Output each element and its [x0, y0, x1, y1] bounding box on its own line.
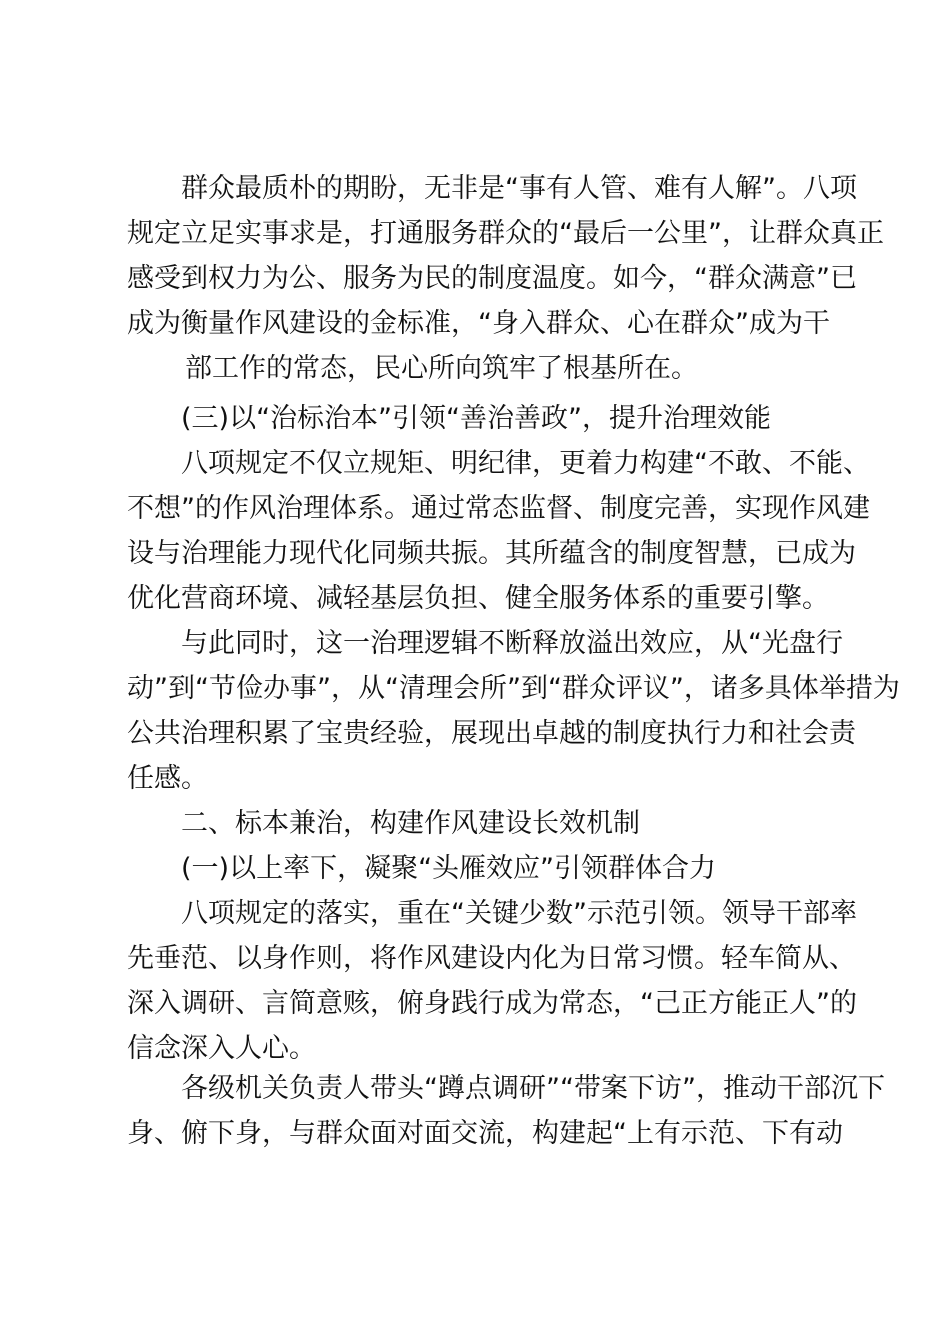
text-line: 任感。 [127, 763, 208, 794]
paragraph-5 [127, 1066, 885, 1156]
text-line: 感受到权力为公、服务为民的制度温度。如今，“群众满意”已 [127, 263, 857, 294]
text-line: 与此同时，这一治理逻辑不断释放溢出效应，从“光盘行 [181, 628, 843, 659]
heading-text: 二、标本兼治，构建作风建设长效机制 [181, 808, 640, 839]
text-line: 成为衡量作风建设的金标准，“身入群众、心在群众”成为干 [127, 308, 830, 339]
text-line: 身、俯下身，与群众面对面交流，构建起“上有示范、下有动 [127, 1118, 843, 1149]
text-line: 优化营商环境、减轻基层负担、健全服务体系的重要引擎。 [127, 583, 829, 614]
text-line: 规定立足实事求是，打通服务群众的“最后一公里”，让群众真正 [127, 218, 884, 249]
text-line: 不想”的作风治理体系。通过常态监督、制度完善，实现作风建 [127, 493, 870, 524]
paragraph-3 [127, 621, 900, 801]
text-line: 动”到“节俭办事”，从“清理会所”到“群众评议”，诸多具体举措为 [127, 673, 900, 704]
paragraph-2 [127, 441, 870, 621]
text-line: 群众最质朴的期盼，无非是“事有人管、难有人解”。八项 [181, 173, 857, 204]
paragraph-1 [127, 166, 884, 391]
heading-text: (一)以上率下，凝聚“头雁效应”引领群体合力 [181, 853, 717, 884]
text-line: 部工作的常态，民心所向筑牢了根基所在。 [185, 353, 698, 384]
text-line: 八项规定不仅立规矩、明纪律，更着力构建“不敢、不能、 [181, 448, 870, 479]
text-line: 深入调研、言简意赅，俯身践行成为常态，“己正方能正人”的 [127, 988, 857, 1019]
text-line: 先垂范、以身作则，将作风建设内化为日常习惯。轻车简从、 [127, 943, 856, 974]
heading-text: (三)以“治标治本”引领“善治善政”，提升治理效能 [181, 403, 772, 434]
text-line: 设与治理能力现代化同频共振。其所蕴含的制度智慧，已成为 [127, 538, 856, 569]
section-heading-3 [127, 396, 847, 441]
text-line: 公共治理积累了宝贵经验，展现出卓越的制度执行力和社会责 [127, 718, 856, 749]
paragraph-4 [127, 891, 857, 1071]
text-line: 信念深入人心。 [127, 1033, 316, 1064]
text-line: 各级机关负责人带头“蹲点调研”“带案下访”，推动干部沉下 [181, 1073, 885, 1104]
text-line: 八项规定的落实，重在“关键少数”示范引领。领导干部率 [181, 898, 857, 929]
section-heading-2 [127, 801, 847, 846]
section-heading-1 [127, 846, 847, 891]
